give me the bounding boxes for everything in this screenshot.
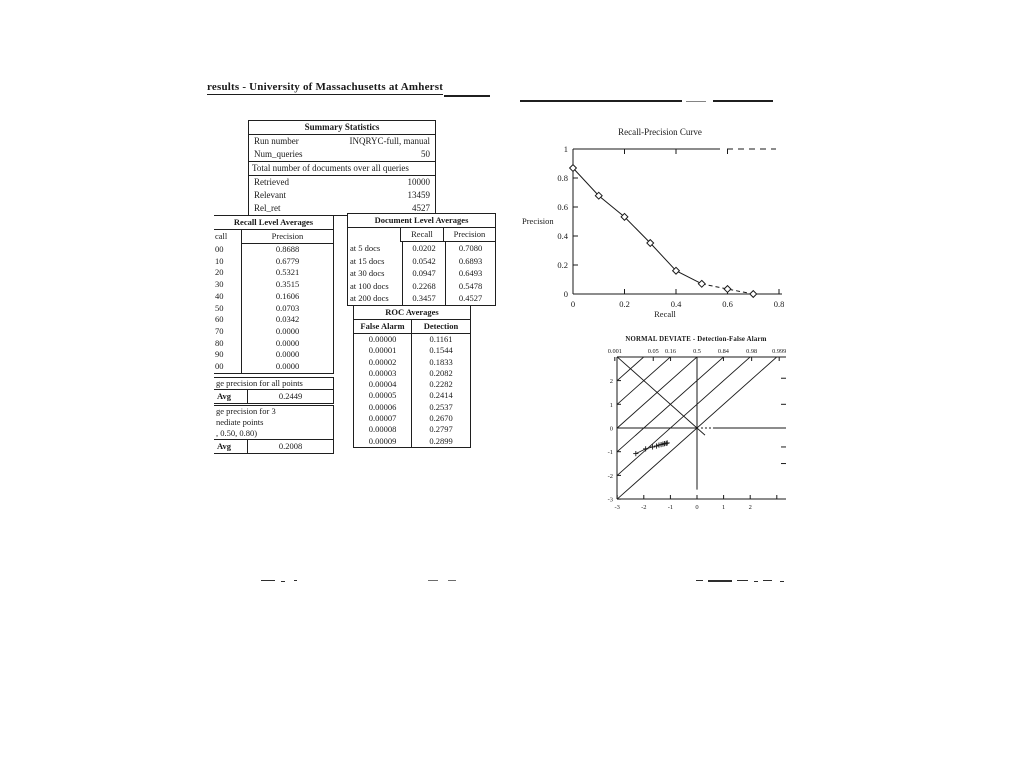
x-tick-label: -2	[641, 504, 647, 511]
table-row	[354, 357, 470, 368]
x-tick-label: 0.2	[619, 299, 630, 309]
table-row	[214, 338, 333, 350]
table-row	[354, 402, 470, 413]
table-cell: 0.00003	[354, 368, 412, 379]
table-cell: 0.2537	[429, 401, 453, 412]
y-tick-label: 0	[563, 289, 568, 299]
section-header: Total number of documents over all queries	[249, 162, 435, 176]
table-cell: 60	[214, 314, 242, 326]
row-value: INQRYC-full, manual	[349, 136, 430, 146]
table-cell: 0.7080	[458, 243, 483, 253]
table-cell: at 200 docs	[350, 293, 389, 303]
table-row	[348, 267, 495, 280]
table-header-row	[214, 230, 333, 244]
column-header-recall: Recall	[400, 228, 444, 242]
table-row	[354, 334, 470, 345]
row-value: 50	[421, 149, 430, 159]
top-right-rule-dots	[686, 101, 706, 102]
table-cell: 0.00008	[354, 424, 412, 435]
note-text: ge precision for all points	[216, 378, 303, 388]
table-row	[214, 279, 333, 291]
table-row	[214, 244, 333, 256]
table-row	[348, 280, 495, 293]
avg-label: Avg	[214, 440, 248, 453]
table-cell: 0.6493	[458, 268, 483, 278]
table-row	[354, 424, 470, 435]
table-cell: Retrieved	[254, 177, 289, 187]
table-cell: at 5 docs	[350, 243, 381, 253]
top-probability-label: 0.05	[647, 348, 659, 355]
column-header-recall: call	[214, 230, 242, 244]
table-title: ROC Averages	[354, 306, 470, 320]
table-cell: 0.00005	[354, 390, 412, 401]
normal-deviate-chart	[600, 330, 786, 516]
table-cell: at 100 docs	[350, 280, 389, 291]
footer-artifact-dash	[708, 580, 732, 582]
table-cell: 0.2282	[429, 379, 453, 390]
table-cell: 0.5321	[275, 267, 300, 278]
table-cell: 0.00002	[354, 357, 412, 368]
table-cell: 0.0947	[402, 267, 446, 280]
roc-rows	[354, 334, 470, 447]
table-cell: 0.00007	[354, 413, 412, 424]
table-row	[249, 135, 435, 148]
table-cell: 00	[214, 361, 242, 373]
table-cell: 0.2268	[402, 280, 446, 293]
avg-row	[214, 439, 333, 453]
table-cell: 20	[214, 267, 242, 279]
top-right-rule-2	[713, 100, 773, 102]
footer-artifact-dash	[281, 581, 285, 582]
avg-value: 0.2008	[278, 441, 303, 451]
table-cell: 0.1606	[275, 290, 300, 301]
table-row	[354, 390, 470, 401]
table-row	[249, 176, 435, 189]
table-cell: 0.1833	[429, 356, 453, 367]
table-cell: 10000	[407, 177, 430, 187]
x-tick-label: 0.4	[670, 299, 682, 309]
table-row	[354, 345, 470, 356]
table-cell: 0.00009	[354, 436, 412, 447]
table-cell: 70	[214, 326, 242, 338]
table-cell: 50	[214, 303, 242, 315]
avg-label: Avg	[214, 390, 248, 403]
x-tick-label: -1	[667, 504, 674, 511]
table-cell: 0.8688	[275, 244, 300, 254]
footer-artifact-dash	[294, 580, 297, 581]
table-row	[214, 291, 333, 303]
x-tick-label: -3	[614, 504, 620, 511]
table-header-row	[354, 320, 470, 334]
y-tick-label: 0.2	[557, 260, 568, 270]
x-axis-label: Recall	[654, 309, 676, 317]
table-cell: 0.00000	[354, 334, 412, 345]
table-cell: Relevant	[254, 190, 286, 200]
table-title: Document Level Averages	[348, 214, 495, 228]
top-probability-label: 0.16	[665, 348, 677, 355]
x-tick-label: 2	[748, 504, 752, 511]
table-row	[348, 255, 495, 268]
footer-artifact-dash	[780, 581, 784, 582]
top-probability-label: 0.999	[772, 348, 786, 355]
table-row	[214, 314, 333, 326]
table-row	[249, 189, 435, 202]
table-cell: 0.3457	[402, 292, 446, 305]
row-label: Run number	[254, 136, 299, 146]
table-row	[354, 379, 470, 390]
data-line-solid	[573, 168, 702, 284]
recall-level-averages-table	[214, 215, 334, 374]
table-cell: 0.6893	[458, 255, 483, 266]
footer-artifact-dash	[737, 580, 748, 581]
table-cell: 0.1544	[429, 345, 453, 356]
footer-artifact-dash	[261, 580, 275, 581]
table-cell: 0.2899	[429, 435, 453, 446]
column-header-blank	[348, 228, 400, 242]
table-cell: Rel_ret	[254, 203, 281, 213]
table-cell: 0.0000	[275, 337, 300, 348]
table-cell: 4527	[412, 203, 430, 213]
avg-precision-3pt-box	[214, 405, 334, 454]
table-cell: 10	[214, 256, 242, 268]
recall-precision-chart	[520, 121, 784, 317]
chart-title: NORMAL DEVIATE - Detection-False Alarm	[625, 336, 767, 343]
table-cell: 0.0202	[402, 242, 446, 255]
top-probability-label: 0.5	[693, 348, 701, 355]
table-cell: at 30 docs	[350, 268, 385, 278]
avg-row	[214, 389, 333, 403]
table-cell: 0.4527	[458, 293, 483, 303]
column-header-false-alarm: False Alarm	[354, 320, 412, 333]
table-title: Recall Level Averages	[214, 215, 333, 230]
table-cell: 0.0000	[275, 325, 300, 336]
x-tick-label: 1	[721, 504, 726, 511]
table-row	[348, 292, 495, 305]
top-probability-label: 0.001	[607, 348, 622, 355]
top-probability-label: 0.98	[746, 348, 758, 355]
table-row	[348, 242, 495, 255]
column-header-precision: Precision	[242, 230, 333, 244]
note-text: nediate points	[216, 417, 264, 427]
table-cell: at 15 docs	[350, 255, 385, 266]
document-level-averages-table	[347, 213, 496, 306]
x-tick-label: 0.6	[722, 299, 733, 309]
table-cell: 0.0703	[275, 302, 300, 313]
table-cell: 0.5478	[458, 280, 483, 291]
table-cell: 0.2414	[429, 390, 453, 401]
table-cell: 80	[214, 338, 242, 350]
table-cell: 0.2797	[429, 424, 453, 435]
diamond-marker	[724, 286, 731, 293]
table-cell: 0.6779	[275, 255, 300, 266]
table-row	[249, 148, 435, 162]
y-tick-label: 2	[609, 378, 613, 386]
footer-artifact-dash	[428, 580, 438, 581]
table-row	[214, 349, 333, 361]
x-tick-label: 0	[570, 299, 576, 309]
table-row	[214, 267, 333, 279]
y-tick-label: 0.6	[557, 202, 568, 212]
table-row	[214, 256, 333, 268]
y-tick-label: 0	[609, 425, 613, 433]
y-tick-label: 1	[609, 401, 613, 409]
footer-artifact-dash	[696, 580, 703, 581]
y-tick-label: -2	[607, 472, 613, 480]
y-axis-label: Precision	[522, 216, 554, 226]
y-tick-label: 0.4	[557, 231, 568, 241]
footer-artifact-dash	[763, 580, 772, 581]
table-cell: 00	[214, 244, 242, 256]
table-row	[354, 413, 470, 424]
table-row	[214, 361, 333, 373]
y-tick-label: -3	[607, 496, 613, 504]
y-tick-label: 1	[563, 144, 568, 154]
diamond-marker	[698, 280, 705, 287]
recall-rows	[214, 244, 333, 373]
note-text: ge precision for 3	[216, 406, 276, 416]
table-cell: 0.3515	[275, 279, 300, 290]
table-cell: 0.0000	[275, 349, 300, 360]
table-header-row	[348, 228, 495, 242]
table-cell: 0.0342	[275, 314, 300, 325]
table-cell: 0.2670	[429, 413, 453, 424]
anti-diagonal-line	[617, 357, 705, 435]
table-cell: 0.2082	[429, 367, 453, 378]
footer-artifact-dash	[448, 580, 456, 581]
table-cell: 0.0542	[402, 255, 446, 268]
x-tick-label: 0.8	[773, 299, 784, 309]
page-title: results - University of Massachusetts at Amherst	[207, 81, 444, 93]
roc-averages-table	[353, 305, 471, 448]
top-probability-label: 0.84	[717, 348, 729, 355]
summary-rows	[249, 176, 435, 215]
table-title: Summary Statistics	[249, 121, 435, 135]
doc-level-rows	[348, 242, 495, 305]
chart-title: Recall-Precision Curve	[618, 127, 702, 137]
table-cell: 0.00004	[354, 379, 412, 390]
table-cell: 90	[214, 349, 242, 361]
column-header-detection: Detection	[423, 321, 459, 331]
footer-artifact-dash	[754, 581, 758, 582]
table-row	[214, 326, 333, 338]
table-cell: 30	[214, 279, 242, 291]
summary-statistics-table	[248, 120, 436, 216]
note-text: , 0.50, 0.80)	[216, 428, 258, 438]
table-cell: 0.0000	[275, 361, 300, 372]
y-tick-label: 0.8	[557, 173, 568, 183]
top-right-rule-1	[520, 100, 682, 102]
y-tick-label: -1	[607, 449, 613, 457]
avg-value: 0.2449	[278, 391, 303, 401]
header-rule	[444, 95, 490, 97]
avg-precision-all-box	[214, 377, 334, 404]
table-row	[354, 368, 470, 379]
column-header-precision: Precision	[444, 228, 495, 242]
table-cell: 0.00006	[354, 402, 412, 413]
table-cell: 40	[214, 291, 242, 303]
diamond-marker	[750, 291, 757, 298]
table-cell: 0.00001	[354, 345, 412, 356]
table-cell: 0.1161	[429, 334, 453, 344]
table-row	[214, 303, 333, 315]
table-row	[354, 436, 470, 447]
table-cell: 13459	[407, 190, 430, 200]
x-tick-label: 0	[695, 504, 699, 511]
row-label: Num_queries	[254, 149, 303, 159]
